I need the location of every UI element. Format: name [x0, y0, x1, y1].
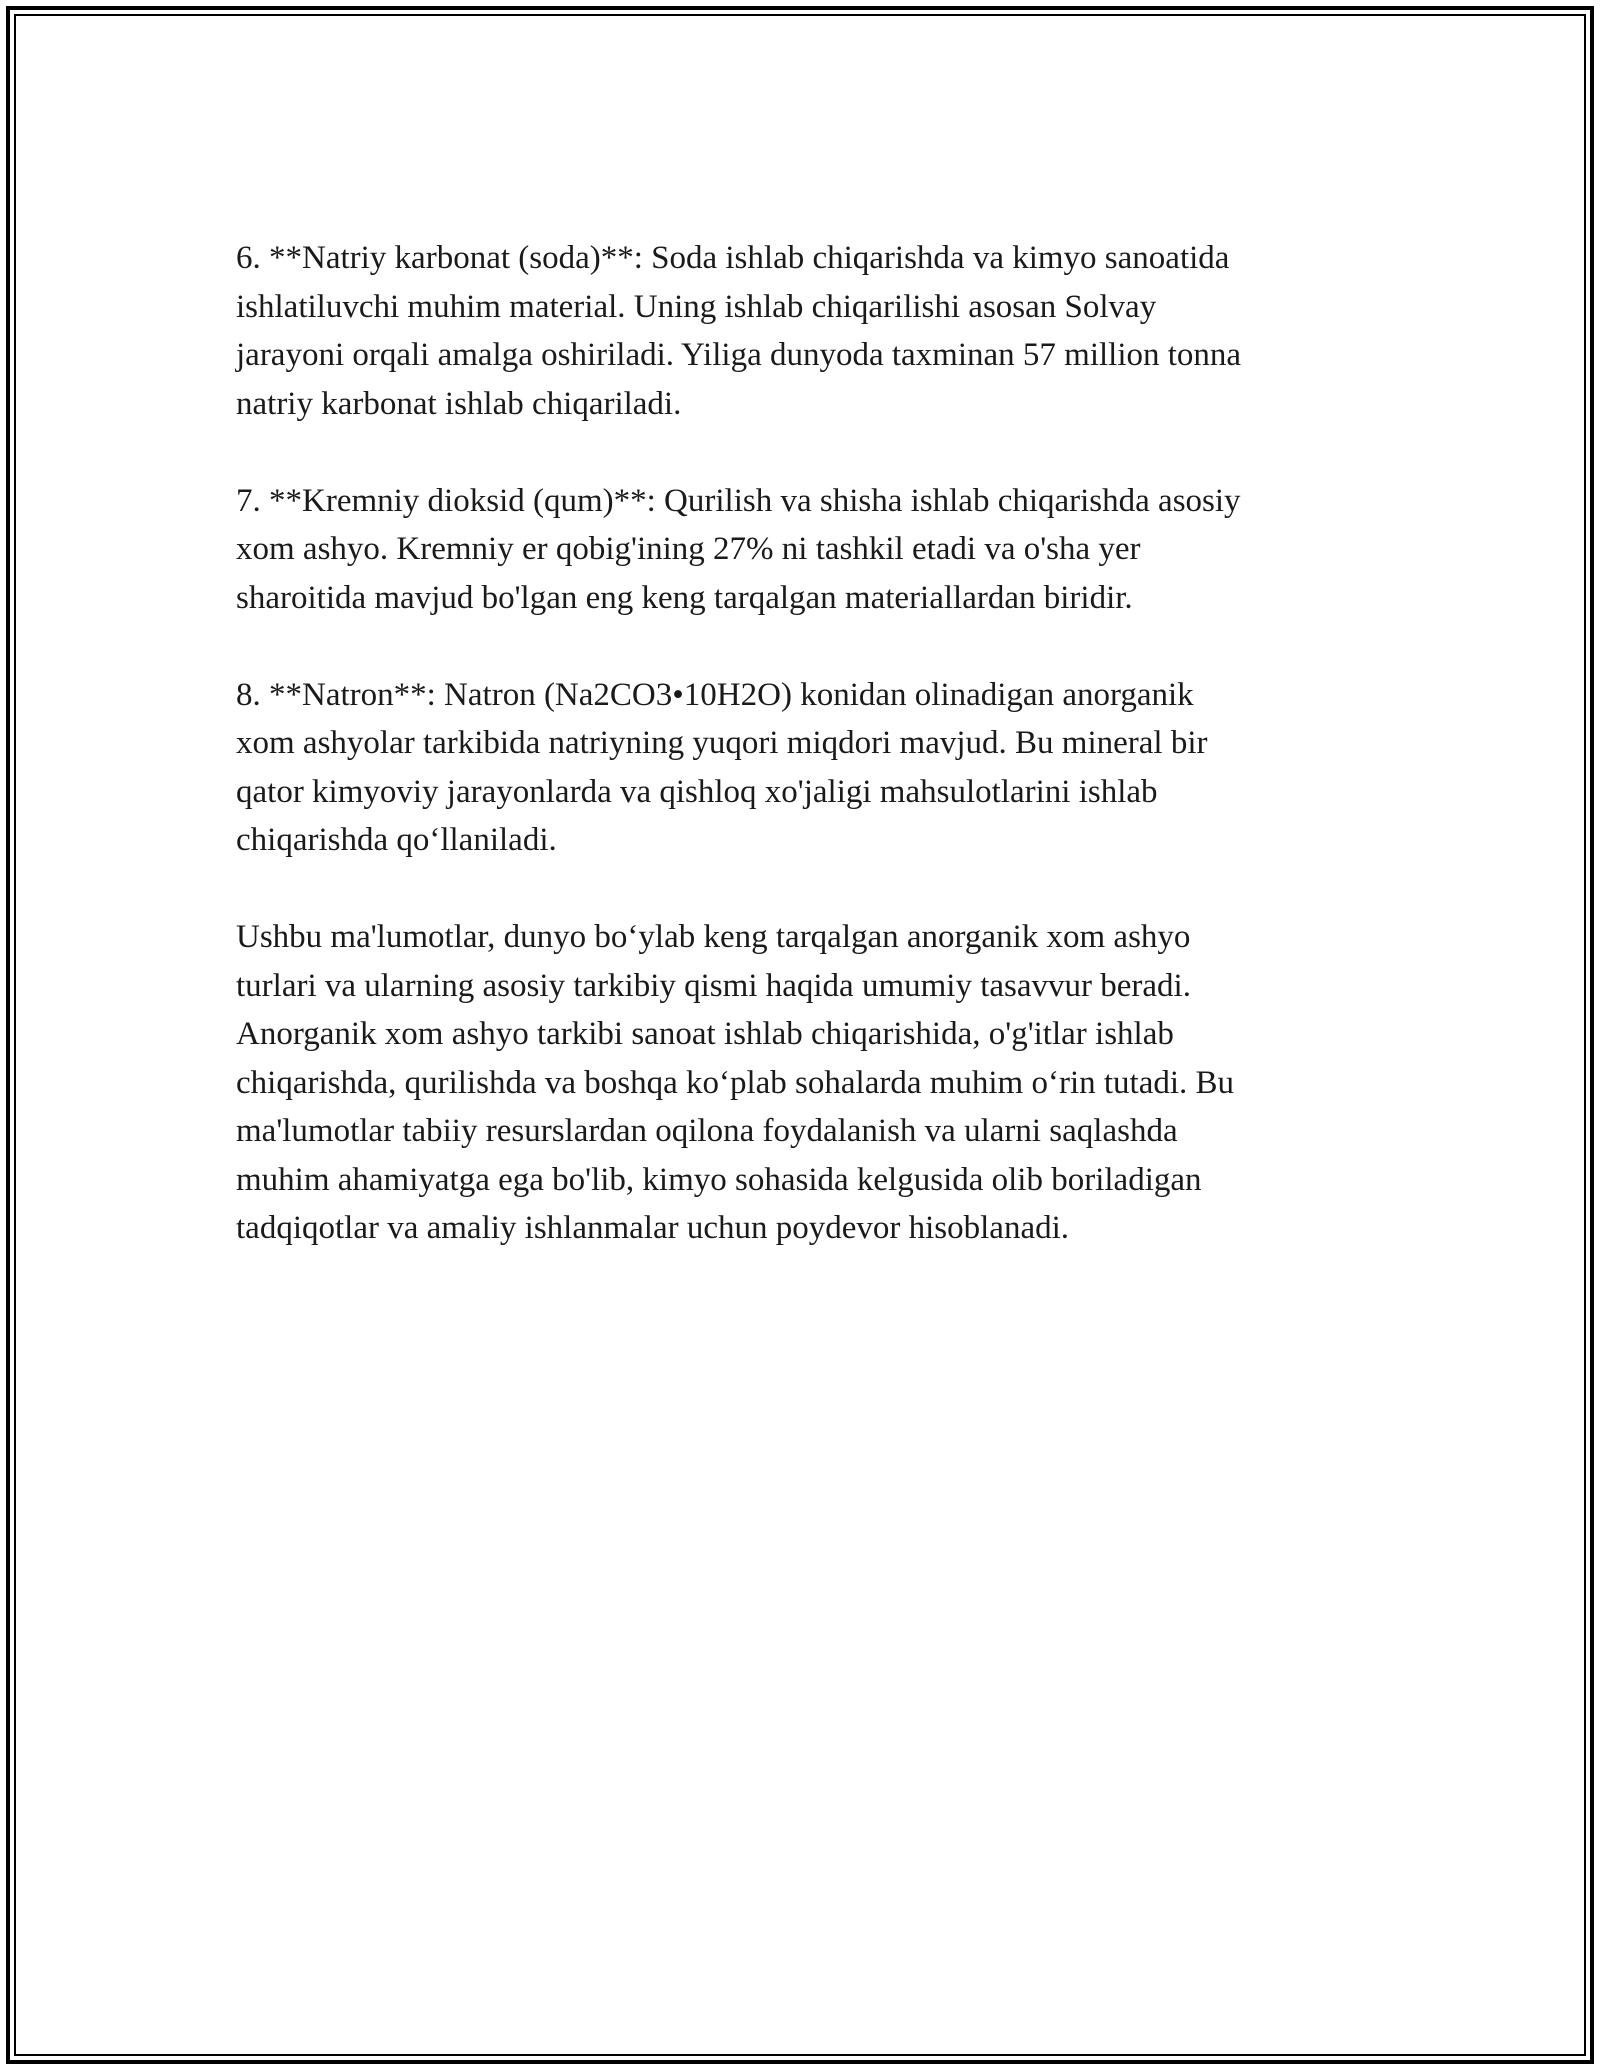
paragraph-silicon-dioxide: 7. **Kremniy dioksid (qum)**: Qurilish va shisha ishlab chiqarishda asosiy xom ashyo. Kremniy er qobig'ining 27% ni tashkil etadi va o'sha yer sharoitida mavjud bo'lgan eng keng tarqalgan materiallardan biridir. — [236, 482, 1241, 616]
paragraph-natron: 8. **Natron**: Natron (Na2CO3•10H2O) konidan olinadigan anorganik xom ashyolar tarkibida natriyning yuqori miqdori mavjud. Bu mineral bir qator kimyoviy jarayonlarda va qishloq xo'jaligi mahsulotlarini ishlab chiqarishda qo‘llaniladi. — [236, 676, 1208, 858]
document-body — [236, 234, 1366, 1301]
paragraph-summary: Ushbu ma'lumotlar, dunyo bo‘ylab keng tarqalgan anorganik xom ashyo turlari va ularning asosiy tarkibiy qismi haqida umumiy tasavvur beradi. Anorganik xom ashyo tarkibi sanoat ishlab chiqarishida, o'g'itlar ishlab chiqarishda, qurilishda va boshqa ko‘plab sohalarda muhim o‘rin tutadi. Bu ma'lumotlar tabiiy resurslardan oqilona foydalanish va ularni saqlashda muhim ahamiyatga ega bo'lib, kimyo sohasida kelgusida olib boriladigan tadqiqotlar va amaliy ishlanmalar uchun poydevor hisoblanadi. — [236, 919, 1235, 1246]
paragraph-sodium-carbonate: 6. **Natriy karbonat (soda)**: Soda ishlab chiqarishda va kimyo sanoatida ishlatiluvchi muhim material. Uning ishlab chiqarilishi asosan Solvay jarayoni orqali amalga oshiriladi. Yiliga dunyoda taxminan 57 million tonna natriy karbonat ishlab chiqariladi. — [236, 240, 1242, 422]
